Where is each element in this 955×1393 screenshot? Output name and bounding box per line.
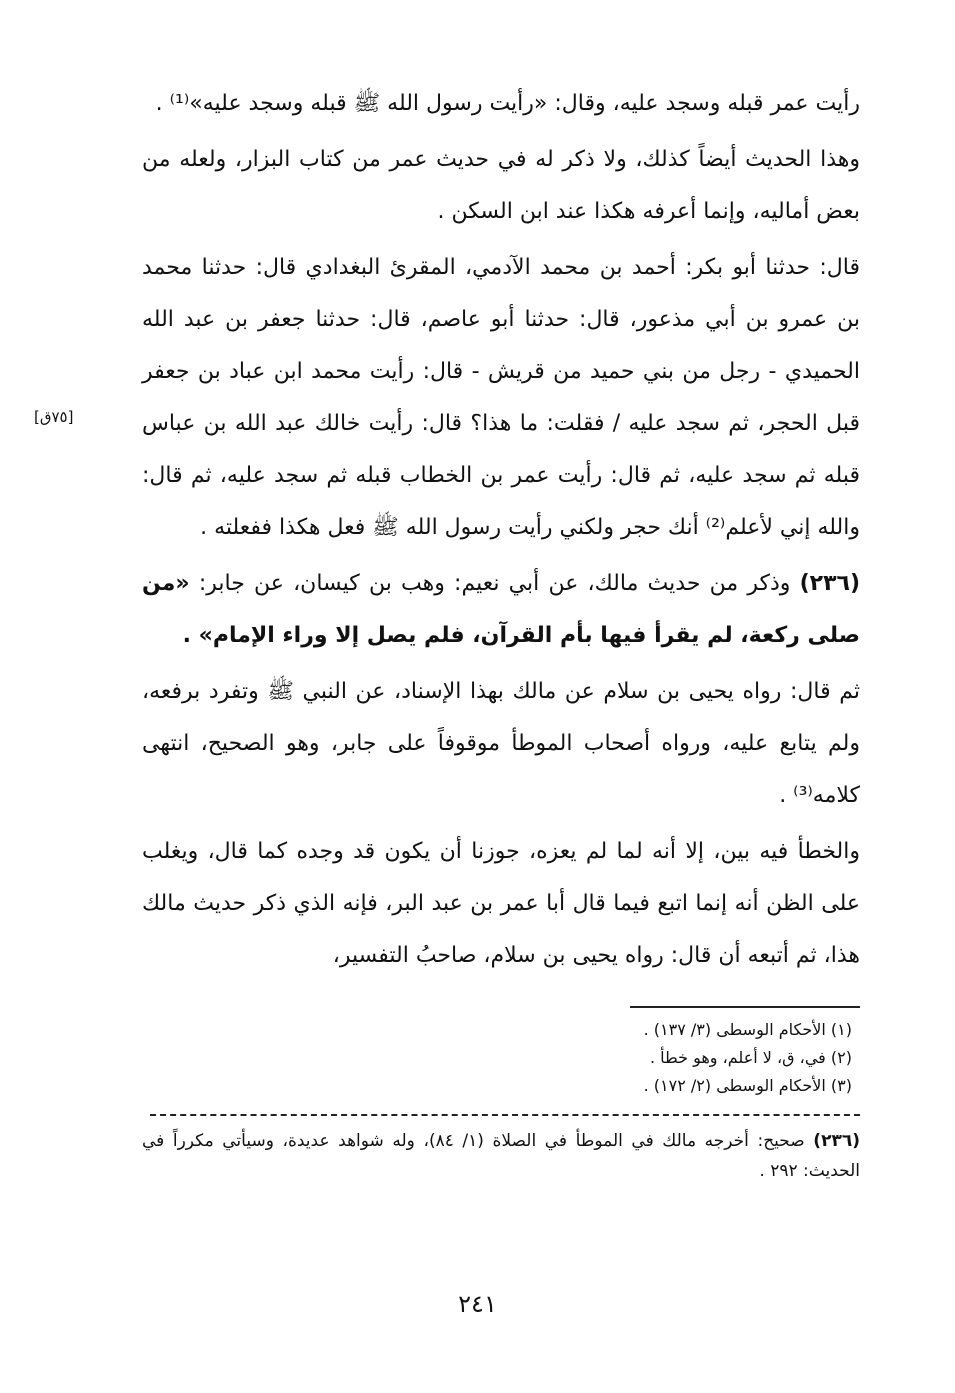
footnote-2: (٢) في، ق، لا أعلم، وهو خطأ . [649,1048,852,1067]
paragraph-3: قال: حدثنا أبو بكر: أحمد بن محمد الآدمي، المقرئ البغدادي قال: حدثنا محمد بن عمرو بن أبي مذعور، قال: حدثنا أبو عاصم، قال: حدثنا جعفر بن عبد الله الحميدي - رجل من بني حميد من قريش - قال: رأيت محمد ابن عباد بن جعفر قبل الحجر، ثم سجد عليه / فقلت: ما هذا؟ قال: رأيت خالك عبد الله بن عباس قبله ثم سجد عليه، ثم قال: رأيت عمر بن الخطاب قبله ثم سجد عليه، ثم قال: والله إني لأعلم⁽²⁾ أنك حجر ولكني رأيت رسول الله ﷺ فعل هكذا ففعلته . [142,255,860,540]
hadith-note-separator [150,1114,860,1116]
paragraph-4: ثم قال: رواه يحيى بن سلام عن مالك بهذا الإسناد، عن النبي ﷺ وتفرد برفعه، ولم يتابع عليه، ورواه أصحاب الموطأ موقوفاً على جابر، وهو الصحيح، انتهى كلامه⁽³⁾ . [142,679,860,808]
footnote-separator [630,1006,860,1008]
paragraph-2: وهذا الحديث أيضاً كذلك، ولا ذكر له في حديث عمر من كتاب البزار، ولعله من بعض أماليه، وإنما أعرفه هكذا عند ابن السكن . [142,147,860,224]
paragraph-5: والخطأ فيه بين، إلا أنه لما لم يعزه، جوزنا أن يكون قد وجده كما قال، ويغلب على الظن أنه إنما اتبع فيما قال أبا عمر بن عبد البر، فإنه الذي ذكر حديث مالك هذا، ثم أتبعه أن قال: رواه يحيى بن سلام، صاحبُ التفسير، [142,839,860,968]
hadith-paragraph [142,558,860,662]
hadith-number: (٢٣٦) [799,571,860,596]
footnote-3: (٣) الأحكام الوسطى (٢/ ١٧٢) . [643,1076,852,1095]
paragraph-1: رأيت عمر قبله وسجد عليه، وقال: «رأيت رسول الله ﷺ قبله وسجد عليه»⁽¹⁾ . [155,91,860,116]
footnote-1: (١) الأحكام الوسطى (٣/ ١٣٧) . [643,1020,852,1039]
hadith-text: وذكر من حديث مالك، عن أبي نعيم: وهب بن كيسان، عن جابر: [189,571,791,596]
hadith-bold-text: «من صلى ركعة، لم يقرأ فيها بأم القرآن، فلم يصل إلا وراء الإمام» . [142,571,860,648]
page-number: ٢٤١ [458,1290,497,1318]
hadith-note [142,1126,860,1186]
margin-folio-note: [٧٥ق] [34,408,74,426]
hadith-note-text: صحيح: أخرجه مالك في الموطأ في الصلاة (١/ ٨٤)، وله شواهد عديدة، وسيأتي مكرراً في الحديث: ٢٩٢ . [142,1131,860,1181]
page-body [142,78,860,1186]
hadith-note-number: (٢٣٦) [813,1131,860,1151]
